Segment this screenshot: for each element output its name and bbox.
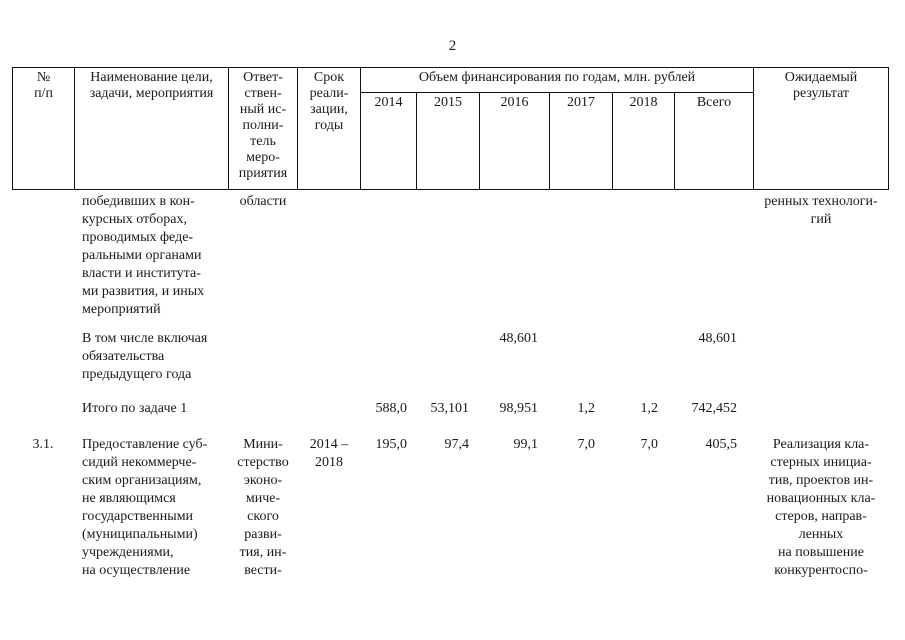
header-top-border [12,67,889,68]
header-year-2014: 2014 [374,95,403,110]
header-year-2016: 2016 [500,95,529,110]
row-result: ренных технологи- гий [764,194,878,227]
row-value-total: 742,452 [691,401,737,416]
header-years-divider [360,92,753,93]
row-term: 2014 – 2018 [309,437,349,470]
row-result: Реализация кла- стерных инициа- тив, проектов ин- новационных кла- стеров, направ- ленных на повышение конкурентоспо- [766,437,876,578]
header-result: Ожидаемый результат [784,70,858,101]
row-name: Итого по задаче 1 [82,401,188,416]
header-no: № п/п [34,70,53,101]
header-year-2017: 2017 [567,95,595,110]
row-value-2018: 1,2 [640,401,658,416]
row-executor: Мини- стерство эконо- миче- ского разви- тия, ин- вести- [237,437,289,578]
row-value-2016: 48,601 [499,331,538,346]
header-term: Срок реали- зации, годы [309,70,349,133]
header-year-2018: 2018 [629,95,658,110]
header-year-2015: 2015 [434,95,462,110]
header-funding: Объем финансирования по годам, млн. рублей [418,70,696,85]
row-name: победивших в кон- курсных отборах, проводимых феде- ральными органами власти и института- ми развития, и иных мероприятий [82,194,205,317]
row-executor: области [239,194,287,209]
header-name: Наименование цели, задачи, мероприятия [89,70,214,101]
row-value-2016: 99,1 [513,437,538,452]
row-value-2018: 7,0 [640,437,658,452]
header-col-line [888,67,889,190]
header-total: Всего [696,95,732,110]
row-value-2015: 53,101 [430,401,469,416]
row-name: В том числе включая обязательства предыдущего года [82,331,208,382]
row-value-2015: 97,4 [444,437,469,452]
page-number: 2 [448,38,457,54]
row-value-2017: 7,0 [577,437,595,452]
header-executor: Ответ- ствен- ный ис- полни- тель меро- приятия [238,70,288,181]
row-value-total: 48,601 [698,331,737,346]
header-bottom-border [12,189,889,190]
row-number: 3.1. [32,437,54,452]
row-value-2014: 195,0 [375,437,407,452]
row-name: Предоставление суб- сидий некоммерче- ским организациям, не являющимся государственными (муниципальными) учреждениями, на осуществление [82,437,208,578]
row-value-2017: 1,2 [577,401,595,416]
row-value-2014: 588,0 [375,401,407,416]
row-value-2016: 98,951 [499,401,538,416]
row-value-total: 405,5 [705,437,737,452]
